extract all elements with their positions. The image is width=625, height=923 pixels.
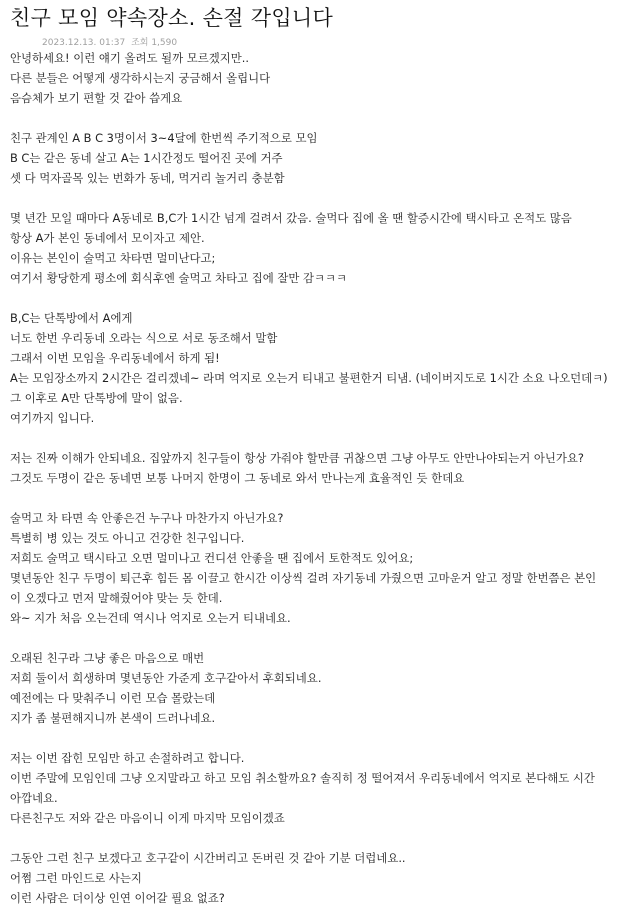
text-line: 지가 좀 불편해지니까 본색이 드러나네요.	[10, 711, 216, 725]
text-line: 안녕하세요! 이런 얘기 올려도 될까 모르겠지만..	[10, 51, 249, 65]
text-line: 그 이후로 A만 단톡방에 말이 없음.	[10, 391, 183, 405]
text-line: 술먹고 차 타면 속 안좋은건 누구나 마찬가지 아닌가요?	[10, 511, 284, 525]
text-line: 너도 한번 우리동네 오라는 식으로 서로 동조해서 말함	[10, 331, 278, 345]
text-line: 여기까지 입니다.	[10, 411, 95, 425]
paragraph-gap	[10, 488, 615, 508]
text-line: 셋 다 먹자골목 있는 번화가 동네, 먹거리 놀거리 충분함	[10, 171, 285, 185]
paragraph	[10, 48, 615, 108]
text-line: 저는 이번 잡힌 모임만 하고 손절하려고 합니다.	[10, 751, 245, 765]
paragraph	[10, 508, 615, 628]
text-line: 예전에는 다 맞춰주니 이런 모습 몰랐는데	[10, 691, 216, 705]
post-title: 친구 모임 약속장소. 손절 각입니다	[10, 6, 334, 30]
text-line: 이유는 본인이 술먹고 차타면 멀미난다고;	[10, 251, 216, 265]
text-line: 여기서 황당한게 평소에 회식후엔 술먹고 차타고 집에 잘만 감ㅋㅋㅋ	[10, 271, 348, 285]
text-line: 그것도 두명이 같은 동네면 보통 나머지 한명이 그 동네로 와서 만나는게 효율적인 듯 한데요	[10, 471, 465, 485]
text-line: 음슴체가 보기 편할 것 같아 씁게요	[10, 91, 183, 105]
text-line: 그동안 그런 친구 보겠다고 호구같이 시간버리고 돈버린 것 같아 기분 더럽네요..	[10, 851, 406, 865]
paragraph	[10, 448, 615, 488]
paragraph	[10, 848, 615, 908]
paragraph-gap	[10, 288, 615, 308]
post-date: 2023.12.13. 01:37	[42, 38, 126, 48]
text-line: 이 오겠다고 먼저 말해줬어야 맞는 듯 한데.	[10, 591, 223, 605]
text-line: 친구 관계인 A B C 3명이서 3~4달에 한번씩 주기적으로 모임	[10, 131, 318, 145]
text-line: 이런 사람은 더이상 인연 이어갈 필요 없죠?	[10, 891, 225, 905]
text-line: 그래서 이번 모임을 우리동네에서 하게 됨!	[10, 351, 220, 365]
paragraph-gap	[10, 108, 615, 128]
paragraph-gap	[10, 828, 615, 848]
text-line: B C는 같은 동네 살고 A는 1시간정도 떨어진 곳에 거주	[10, 151, 283, 165]
text-line: 아깝네요.	[10, 791, 58, 805]
text-line: 다른친구도 저와 같은 마음이니 이게 마지막 모임이겠죠	[10, 811, 285, 825]
text-line: B,C는 단톡방에서 A에게	[10, 311, 133, 325]
text-line: 어쩜 그런 마인드로 사는지	[10, 871, 142, 885]
text-line: 저희 둘이서 희생하며 몇년동안 가준게 호구같아서 후회되네요.	[10, 671, 322, 685]
text-line: A는 모임장소까지 2시간은 걸리겠네~ 라며 억지로 오는거 티내고 불편한거 티냄. (네이버지도로 1시간 소요 나오던데ㅋ)	[10, 371, 608, 385]
text-line: 다른 분들은 어떻게 생각하시는지 궁금해서 올립니다	[10, 71, 271, 85]
text-line: 항상 A가 본인 동네에서 모이자고 제안.	[10, 231, 205, 245]
text-line: 특별히 병 있는 것도 아니고 건강한 친구입니다.	[10, 531, 245, 545]
text-line: 몇 년간 모일 때마다 A동네로 B,C가 1시간 넘게 걸려서 갔음. 술먹다 집에 올 땐 할증시간에 택시타고 온적도 많음	[10, 211, 572, 225]
text-line: 저희도 술먹고 택시타고 오면 멀미나고 컨디션 안좋을 땐 집에서 토한적도 있어요;	[10, 551, 414, 565]
paragraph-gap	[10, 188, 615, 208]
text-line: 와~ 지가 처음 오는건데 역시나 억지로 오는거 티내네요.	[10, 611, 291, 625]
text-line: 몇년동안 친구 두명이 퇴근후 힘든 몸 이끌고 한시간 이상씩 걸려 자기동네 가줬으면 고마운거 알고 정말 한번쯤은 본인	[10, 571, 597, 585]
paragraph	[10, 648, 615, 728]
paragraph-gap	[10, 428, 615, 448]
text-line: 이번 주말에 모임인데 그냥 오지말라고 하고 모임 취소할까요? 솔직히 정 떨어져서 우리동네에서 억지로 본다해도 시간	[10, 771, 595, 785]
paragraph	[10, 208, 615, 288]
paragraph	[10, 748, 615, 828]
paragraph	[10, 128, 615, 188]
post-views: 조회 1,590	[131, 38, 178, 48]
post-meta	[42, 35, 180, 48]
text-line: 오래된 친구라 그냥 좋은 마음으로 매번	[10, 651, 205, 665]
text-line: 저는 진짜 이해가 안되네요. 집앞까지 친구들이 항상 가줘야 할만큼 귀찮으면 그냥 아무도 안만나야되는거 아닌가요?	[10, 451, 584, 465]
paragraph-gap	[10, 628, 615, 648]
paragraph	[10, 308, 615, 428]
paragraph-gap	[10, 728, 615, 748]
post-body	[10, 48, 615, 908]
